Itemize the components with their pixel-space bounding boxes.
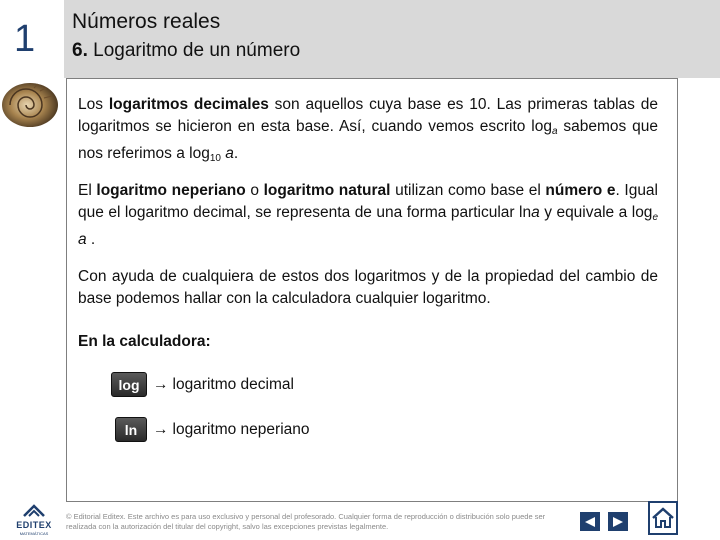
unit-box [0, 0, 64, 78]
prev-button[interactable] [580, 512, 600, 531]
term-decimal-log: logaritmos decimales [108, 96, 269, 113]
text: El [78, 182, 97, 199]
text: . [86, 231, 96, 248]
text: o [245, 182, 264, 199]
editex-logo-icon [14, 504, 54, 538]
copyright-notice: © Editorial Editex. Este archivo es para uso exclusivo y personal del profesorado. Cualquier forma de reproducción o distribución solo puede ser realizada con la autorización del titular del copyright, salvo las excepciones previstas legalmente. [66, 512, 546, 531]
subscript-e: e [652, 212, 658, 223]
paragraph-decimal-log [78, 94, 658, 170]
variable-a: a [531, 204, 540, 221]
text: Los [78, 96, 109, 113]
text: sabemos que nos referimos a log [78, 118, 658, 162]
logo-text: EDITEX [16, 520, 52, 530]
page-title: Números reales [72, 10, 221, 33]
logo-subtext: MATEMÁTICAS [19, 531, 49, 536]
ln-key-icon: ln [115, 417, 147, 442]
variable-a: a [225, 145, 234, 162]
term-number-e: número e [545, 182, 616, 199]
subtitle-text: Logaritmo de un número [87, 40, 301, 61]
calc-row-log [111, 372, 294, 397]
variable-a: a [78, 231, 87, 248]
next-arrow-icon [611, 516, 625, 528]
page-subtitle [72, 40, 300, 62]
unit-number: 1 [14, 18, 36, 60]
paragraph-natural-log [78, 180, 658, 251]
subscript-10: 10 [209, 153, 221, 164]
arrow-right-icon: → [153, 375, 169, 393]
next-button[interactable] [608, 512, 628, 531]
subscript-a: a [551, 126, 558, 137]
home-icon [651, 506, 675, 530]
calc-row-ln [115, 417, 310, 442]
text: utilizan como base el [390, 182, 546, 199]
arrow-right-icon: → [153, 420, 169, 438]
nautilus-shell-icon [0, 80, 64, 130]
text: y equivale a log [539, 204, 653, 221]
calc-desc-ln: logaritmo neperiano [172, 420, 310, 438]
term-neperian-log: logaritmo neperiano [96, 182, 246, 199]
term-natural-log: logaritmo natural [263, 182, 391, 199]
header-bar [0, 0, 720, 78]
subtitle-number: 6. [72, 40, 88, 61]
text: . [233, 145, 239, 162]
content-panel [66, 78, 678, 502]
text: . Igual que el logaritmo decimal, se representa de una forma particular ln [78, 182, 659, 221]
text: son aquellos cuya base es 10. Las primeras tablas de logaritmos se hicieron en esta base. Así, cuando vemos escrito log [78, 96, 658, 135]
prev-arrow-icon [583, 516, 597, 528]
log-key-icon: log [111, 372, 147, 397]
paragraph-change-of-base: Con ayuda de cualquiera de estos dos logaritmos y de la propiedad del cambio de base podemos hallar con la calculadora cualquier logaritmo. [78, 268, 658, 307]
calc-desc-log: logaritmo decimal [172, 375, 294, 393]
calculator-heading: En la calculadora: [78, 333, 211, 350]
home-button[interactable] [648, 501, 678, 535]
